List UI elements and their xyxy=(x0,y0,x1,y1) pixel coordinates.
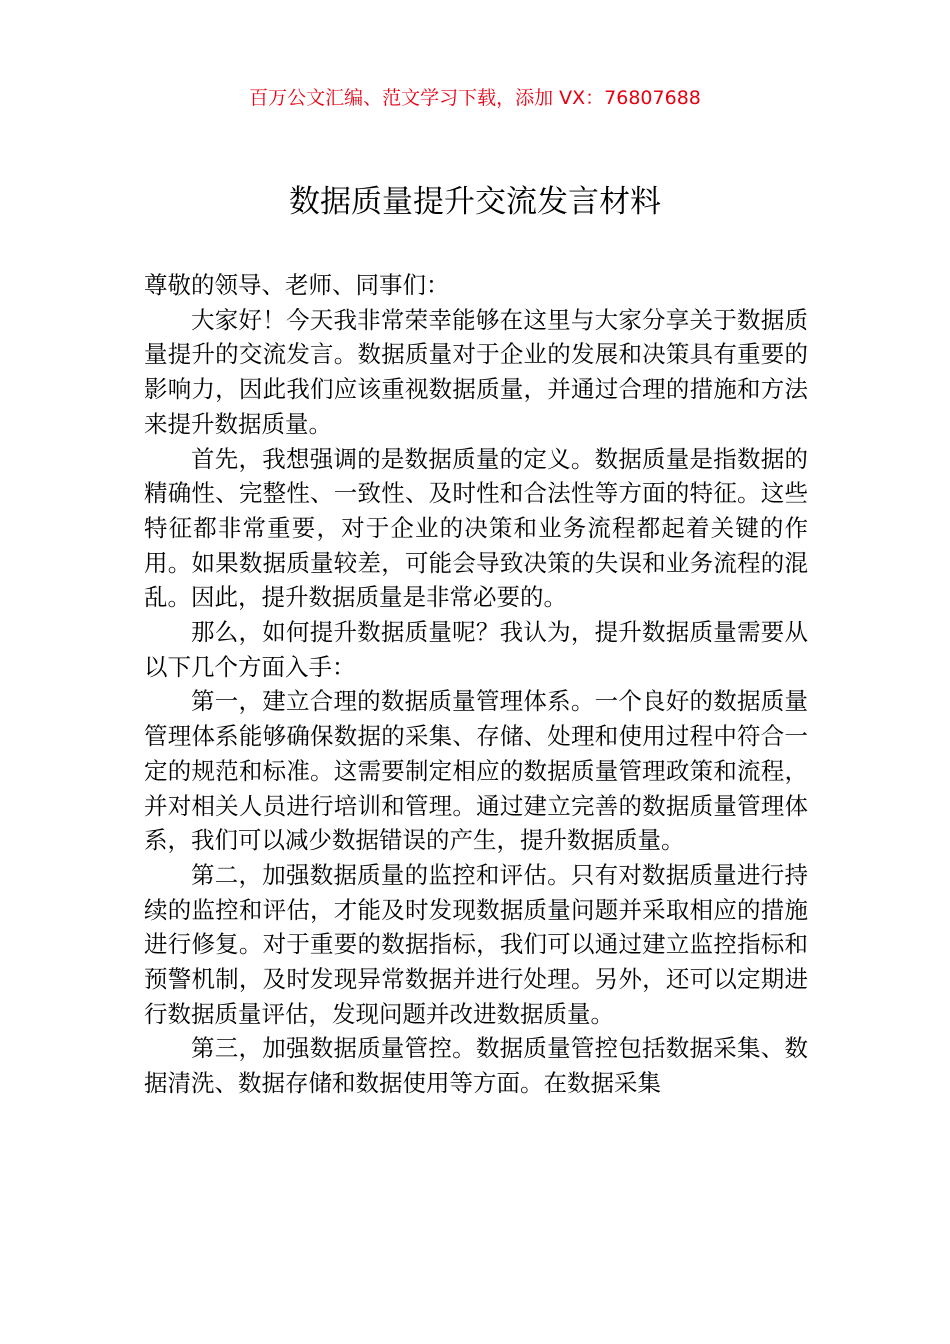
salutation: 尊敬的领导、老师、同事们： xyxy=(144,271,450,299)
paragraph-definition: 首先，我想强调的是数据质量的定义。数据质量是指数据的精确性、完整性、一致性、及时性和合法性等方面的特征。这些特征都非常重要，对于企业的决策和业务流程都起着关键的作用。如果数据质量较差，可能会导致决策的失误和业务流程的混乱。因此，提升数据质量是非常必要的。 xyxy=(144,444,808,612)
paragraph-greeting: 大家好！今天我非常荣幸能够在这里与大家分享关于数据质量提升的交流发言。数据质量对于企业的发展和决策具有重要的影响力，因此我们应该重视数据质量，并通过合理的措施和方法来提升数据质量。 xyxy=(144,305,808,438)
download-notice: 百万公文汇编、范文学习下载，添加 VX：76807688 xyxy=(249,87,701,109)
paragraph-question: 那么，如何提升数据质量呢？我认为，提升数据质量需要从以下几个方面入手： xyxy=(144,618,808,681)
paragraph-point-three: 第三，加强数据质量管控。数据质量管控包括数据采集、数据清洗、数据存储和数据使用等方面。在数据采集 xyxy=(144,1034,808,1098)
document-body xyxy=(144,268,808,1101)
paragraph-point-two: 第二，加强数据质量的监控和评估。只有对数据质量进行持续的监控和评估，才能及时发现数据质量问题并采取相应的措施进行修复。对于重要的数据指标，我们可以通过建立监控指标和预警机制，及时发现异常数据并进行处理。另外，还可以定期进行数据质量评估，发现问题并改进数据质量。 xyxy=(144,860,808,1028)
paragraph-point-one: 第一，建立合理的数据质量管理体系。一个良好的数据质量管理体系能够确保数据的采集、存储、处理和使用过程中符合一定的规范和标准。这需要制定相应的数据质量管理政策和流程，并对相关人员进行培训和管理。通过建立完善的数据质量管理体系，我们可以减少数据错误的产生，提升数据质量。 xyxy=(144,687,808,855)
document-title: 数据质量提升交流发言材料 xyxy=(289,184,661,220)
